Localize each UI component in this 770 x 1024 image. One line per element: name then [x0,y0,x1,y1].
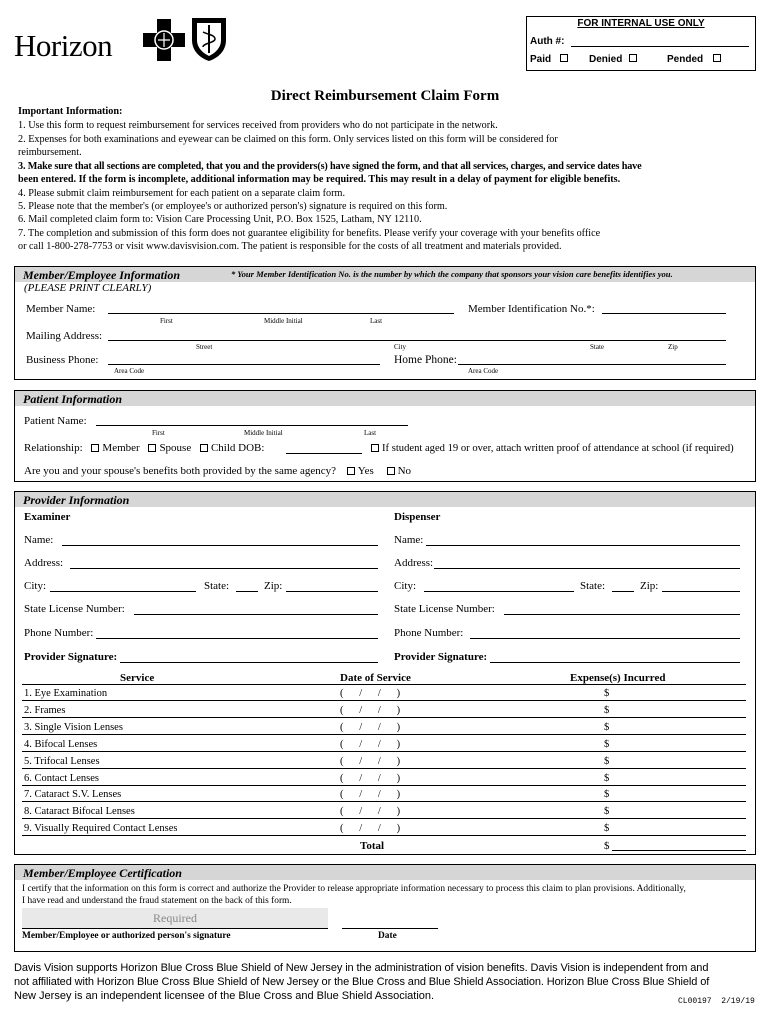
mailing-address-label: Mailing Address: [26,330,103,342]
dispenser-license-field[interactable] [504,614,740,615]
expense-currency: $ [604,704,610,716]
last-caption: Last [364,429,377,437]
examiner-zip-label: Zip: [264,580,283,592]
examiner-name-field[interactable] [62,545,378,546]
city-caption: City [394,343,407,351]
table-header-rule [22,684,746,685]
examiner-address-label: Address: [24,557,64,569]
instruction-line: 2. Expenses for both examinations and eyewear can be claimed on this form. Only services listed on this form will be considered for [18,134,558,145]
dispenser-name-label: Name: [394,534,424,546]
member-id-label: Member Identification No.*: [468,303,595,315]
instruction-line: 6. Mail completed claim form to: Vision Care Processing Unit, P.O. Box 1525, Latham, NY 12110. [18,214,422,225]
date-of-service-field[interactable]: ( / / ) [340,772,401,784]
dispenser-city-field[interactable] [424,591,574,592]
internal-use-title: FOR INTERNAL USE ONLY [577,18,705,29]
business-phone-label: Business Phone: [26,354,99,366]
form-title: Direct Reimbursement Claim Form [270,88,500,104]
certification-text-1: I certify that the information on this form is correct and authorize the Provider to release appropriate information necessary to process this claim to plan provisions. Additionally, [22,884,686,894]
yes-label: Yes [357,465,374,477]
middle-caption: Middle Initial [264,317,303,325]
denied-checkbox[interactable] [629,54,637,62]
expense-field[interactable] [22,801,746,802]
expense-field[interactable] [22,768,746,769]
auth-label: Auth #: [530,36,565,47]
dispenser-license-label: State License Number: [394,603,495,615]
student-checkbox[interactable] [371,444,379,452]
service-item: 5. Trifocal Lenses [24,755,100,767]
paid-checkbox[interactable] [560,54,568,62]
student-note-row [368,442,734,454]
auth-field[interactable] [571,46,749,47]
member-name-field[interactable] [108,313,454,314]
member-section-title: Member/Employee Information [23,268,180,282]
dispenser-zip-field[interactable] [662,591,740,592]
denied-label: Denied [589,54,623,65]
paid-label: Paid [530,54,552,65]
expense-currency: $ [604,755,610,767]
yes-checkbox[interactable] [347,467,355,475]
certification-text-2: I have read and understand the fraud statement on the back of this form. [22,896,292,906]
expense-field[interactable] [22,717,746,718]
footer-line-1: Davis Vision supports Horizon Blue Cross Blue Shield of New Jersey in the administration of vision benefits. Davis Vision is independent from and [14,962,709,974]
signature-input[interactable]: Required [22,908,328,928]
examiner-phone-label: Phone Number: [24,627,94,639]
first-caption: First [152,429,165,437]
service-item: 9. Visually Required Contact Lenses [24,823,178,835]
total-field[interactable] [612,850,746,851]
examiner-license-label: State License Number: [24,603,125,615]
examiner-city-field[interactable] [50,591,196,592]
examiner-zip-field[interactable] [286,591,378,592]
dispenser-zip-label: Zip: [640,580,659,592]
expense-field[interactable] [22,818,746,819]
expense-field[interactable] [22,835,746,836]
dispenser-heading: Dispenser [394,511,441,523]
horizon-wordmark: Horizon [14,28,113,63]
examiner-state-field[interactable] [236,591,258,592]
same-agency-row [24,465,411,477]
mailing-address-field[interactable] [108,340,726,341]
expense-field[interactable] [22,734,746,735]
service-item: 6. Contact Lenses [24,772,99,784]
horizon-logo [14,28,214,64]
total-currency: $ [604,840,610,852]
expense-currency: $ [604,738,610,750]
examiner-heading: Examiner [24,511,71,523]
certification-section-title: Member/Employee Certification [23,866,182,880]
middle-caption: Middle Initial [244,429,283,437]
student-note: If student aged 19 or over, attach written proof of attendance at school (if required) [382,443,734,454]
last-caption: Last [370,317,383,325]
dispenser-city-label: City: [394,580,417,592]
footer-line-3: New Jersey is an independent licensee of the Blue Cross and Blue Shield Association. [14,990,435,1002]
instruction-line: 4. Please submit claim reimbursement for each patient on a separate claim form. [18,188,346,199]
date-of-service-field[interactable]: ( / / ) [340,823,401,835]
member-id-note: * Your Member Identification No. is the number by which the company that sponsors your vision care benefits identifies you. [231,269,673,279]
examiner-signature-field[interactable] [120,662,378,663]
important-heading: Important Information: [18,106,123,117]
blue-cross-icon [142,18,186,62]
pended-label: Pended [667,54,704,65]
home-phone-field[interactable] [458,364,726,365]
instruction-line: 1. Use this form to request reimbursement for services received from providers who do not participate in the network. [18,120,498,131]
spouse-option-label: Spouse [159,442,192,454]
expense-currency: $ [604,772,610,784]
expense-currency: $ [604,721,610,733]
examiner-phone-field[interactable] [96,638,378,639]
date-of-service-field[interactable]: ( / / ) [340,721,401,733]
service-item: 3. Single Vision Lenses [24,721,123,733]
member-section-header [14,266,756,282]
signature-caption: Member/Employee or authorized person's signature [22,931,231,941]
date-caption: Date [378,931,397,941]
area-code-caption: Area Code [468,367,499,375]
provider-section-header [14,491,756,507]
examiner-signature-label: Provider Signature: [24,651,118,663]
child-dob-label: Child DOB: [210,442,265,454]
service-item: 8. Cataract Bifocal Lenses [24,806,135,818]
examiner-license-field[interactable] [134,614,378,615]
no-label: No [397,465,412,477]
blue-shield-icon [190,16,228,62]
service-column-header: Service [120,672,155,684]
total-label: Total [360,840,385,852]
patient-name-label: Patient Name: [24,415,87,427]
pended-checkbox[interactable] [713,54,721,62]
internal-use-box [526,16,756,71]
relationship-row [24,442,264,454]
dispenser-name-field[interactable] [426,545,740,546]
zip-caption: Zip [668,343,678,351]
service-item: 1. Eye Examination [24,688,108,699]
dispenser-signature-field[interactable] [490,662,740,663]
date-line[interactable] [342,928,438,929]
examiner-city-label: City: [24,580,47,592]
date-of-service-field[interactable]: ( / / ) [340,806,401,818]
member-option-label: Member [102,442,140,454]
patient-section-title: Patient Information [23,392,123,406]
expense-field[interactable] [22,700,746,701]
dispenser-phone-field[interactable] [470,638,740,639]
instruction-line: 7. The completion and submission of this form does not guarantee eligibility for benefits. Please verify your coverage with your benefits office [18,228,601,239]
expense-currency: $ [604,688,610,699]
expense-field[interactable] [22,785,746,786]
examiner-name-label: Name: [24,534,54,546]
instruction-line: reimbursement. [18,147,82,158]
date-of-service-field[interactable]: ( / / ) [340,755,401,767]
member-name-label: Member Name: [26,303,96,315]
date-of-service-field[interactable]: ( / / ) [340,688,401,699]
expense-column-header: Expense(s) Incurred [570,672,666,684]
date-of-service-field[interactable]: ( / / ) [340,738,401,750]
home-phone-label: Home Phone: [394,354,457,366]
expense-currency: $ [604,806,610,818]
child-checkbox[interactable] [200,444,208,452]
expense-currency: $ [604,789,610,801]
certification-section-header [14,864,756,880]
patient-name-field[interactable] [96,425,408,426]
same-agency-question: Are you and your spouse's benefits both provided by the same agency? [24,465,337,477]
dispenser-signature-label: Provider Signature: [394,651,488,663]
no-checkbox[interactable] [387,467,395,475]
examiner-state-label: State: [204,580,230,592]
service-item: 2. Frames [24,704,66,716]
dispenser-address-field[interactable] [434,568,740,569]
date-column-header: Date of Service [340,672,411,684]
patient-section-header [14,390,756,406]
instruction-line: 5. Please note that the member's (or employee's or authorized person's) signature is required on this form. [18,201,448,212]
date-of-service-field[interactable]: ( / / ) [340,789,401,801]
dispenser-state-label: State: [580,580,606,592]
dispenser-phone-label: Phone Number: [394,627,464,639]
examiner-address-field[interactable] [70,568,378,569]
service-item: 7. Cataract S.V. Lenses [24,789,122,801]
instruction-line: 3. Make sure that all sections are completed, that you and the providers(s) have signed the form, and that all services, charges, and service dates have [18,161,642,172]
dispenser-state-field[interactable] [612,591,634,592]
expense-field[interactable] [22,751,746,752]
member-id-field[interactable] [602,313,726,314]
business-phone-field[interactable] [108,364,380,365]
state-caption: State [590,343,604,351]
footer-line-2: not affiliated with Horizon Blue Cross Blue Shield of New Jersey or the Blue Cross and Blue Shield Association. Horizon Blue Cross Blue Shield of [14,976,710,988]
child-dob-field[interactable] [286,453,362,454]
provider-section-title: Provider Information [23,493,130,507]
instruction-line: been entered. If the form is incomplete, additional information may be required. This may result in a delay of payment for eligible benefits. [18,174,621,185]
form-code: CL00197 2/19/19 [678,997,755,1006]
member-checkbox[interactable] [91,444,99,452]
area-code-caption: Area Code [114,367,145,375]
street-caption: Street [196,343,213,351]
service-item: 4. Bifocal Lenses [24,738,98,750]
print-clearly-note: (PLEASE PRINT CLEARLY) [24,282,152,294]
date-of-service-field[interactable]: ( / / ) [340,704,401,716]
dispenser-address-label: Address: [394,557,434,569]
instruction-line: or call 1-800-278-7753 or visit www.davisvision.com. The patient is responsible for the costs of all treatment and materials provided. [18,241,562,252]
signature-line [22,928,328,929]
expense-currency: $ [604,823,610,835]
first-caption: First [160,317,173,325]
spouse-checkbox[interactable] [148,444,156,452]
relationship-label: Relationship: [24,442,83,454]
